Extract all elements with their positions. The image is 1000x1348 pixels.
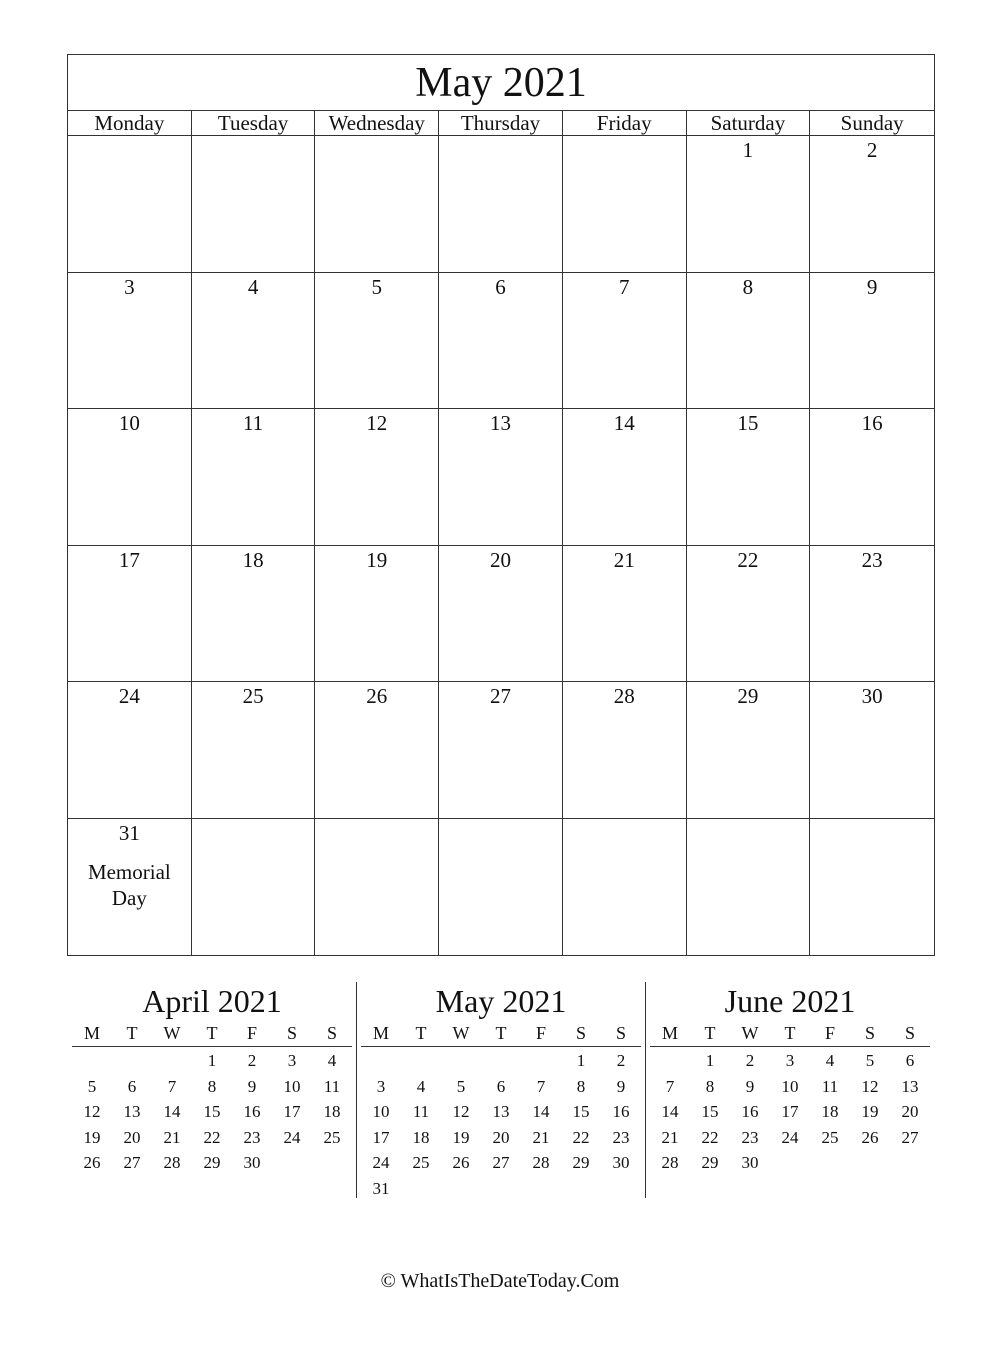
day-cell xyxy=(563,273,687,410)
mini-day-number: 10 xyxy=(781,1076,799,1096)
mini-weekday-label: T xyxy=(126,1023,138,1043)
day-number: 31 xyxy=(118,820,140,845)
mini-weekday-label: F xyxy=(246,1023,257,1043)
mini-day-number: 5 xyxy=(865,1051,875,1070)
empty-day-cell xyxy=(315,136,439,273)
mini-day-number: 17 xyxy=(372,1127,390,1147)
day-cell xyxy=(439,682,563,819)
mini-day-number: 7 xyxy=(167,1076,177,1096)
mini-calendar-may xyxy=(361,980,641,1198)
mini-day-number: 6 xyxy=(127,1076,137,1096)
day-number: 16 xyxy=(861,411,883,435)
mini-day-number: 10 xyxy=(283,1076,301,1096)
weekday-header-row xyxy=(68,111,934,136)
mini-day-number: 1 xyxy=(207,1051,217,1070)
day-number: 13 xyxy=(489,411,511,435)
mini-empty-day xyxy=(601,1176,641,1202)
mini-day-grid xyxy=(361,1048,641,1201)
weekday-label: Thursday xyxy=(439,111,563,136)
weekday-label: Wednesday xyxy=(315,111,439,136)
day-cell xyxy=(315,273,439,410)
mini-day-number: 27 xyxy=(492,1153,510,1172)
mini-weekday-label: M xyxy=(661,1023,678,1043)
mini-day-number: 23 xyxy=(243,1127,261,1147)
day-cell xyxy=(68,682,192,819)
empty-day-cell xyxy=(439,136,563,273)
mini-day-number: 18 xyxy=(412,1127,430,1147)
mini-weekday-label: T xyxy=(495,1023,507,1043)
mini-day-number: 13 xyxy=(492,1102,510,1121)
day-cell xyxy=(439,409,563,546)
mini-weekday-label: S xyxy=(326,1023,337,1043)
day-cell xyxy=(810,546,934,683)
mini-day-grid xyxy=(72,1048,352,1176)
mini-day-number: 30 xyxy=(612,1153,630,1172)
mini-day-number: 2 xyxy=(745,1051,755,1070)
day-number: 11 xyxy=(242,411,264,435)
mini-day-number: 26 xyxy=(861,1127,879,1147)
mini-empty-day xyxy=(441,1176,481,1202)
mini-empty-day xyxy=(650,1048,690,1074)
day-cell xyxy=(563,682,687,819)
mini-day-number: 10 xyxy=(372,1102,390,1121)
mini-day-number: 8 xyxy=(207,1076,217,1096)
copyright-footer: © WhatIsTheDateToday.Com xyxy=(380,1270,620,1292)
mini-day-number: 11 xyxy=(323,1076,341,1096)
day-number: 28 xyxy=(613,684,635,708)
mini-day-number: 25 xyxy=(821,1127,839,1147)
mini-day-number: 15 xyxy=(701,1102,719,1121)
mini-empty-day xyxy=(770,1150,810,1176)
mini-empty-day xyxy=(521,1048,561,1074)
mini-empty-day xyxy=(481,1048,521,1074)
mini-day-number: 29 xyxy=(572,1153,590,1172)
mini-day-number: 4 xyxy=(416,1076,426,1096)
day-cell xyxy=(687,273,811,410)
mini-empty-day xyxy=(401,1176,441,1202)
day-number: 1 xyxy=(742,138,754,162)
mini-day-number: 9 xyxy=(247,1076,257,1096)
main-calendar xyxy=(67,54,935,956)
mini-weekday-label: F xyxy=(535,1023,546,1043)
day-cell xyxy=(315,409,439,546)
mini-calendar-april xyxy=(72,980,352,1198)
mini-day-number: 1 xyxy=(705,1051,715,1070)
mini-weekday-label: M xyxy=(372,1023,389,1043)
day-number: 29 xyxy=(737,684,759,708)
mini-day-number: 4 xyxy=(825,1051,835,1070)
mini-day-number: 18 xyxy=(323,1102,341,1121)
mini-day-number: 20 xyxy=(123,1127,141,1147)
mini-day-number: 13 xyxy=(123,1102,141,1121)
mini-day-number: 28 xyxy=(163,1153,181,1172)
mini-day-number: 1 xyxy=(576,1051,586,1070)
mini-calendar-title: June 2021 xyxy=(724,983,856,1019)
mini-weekday-label: S xyxy=(575,1023,586,1043)
mini-day-number: 9 xyxy=(616,1076,626,1096)
empty-day-cell xyxy=(315,819,439,956)
mini-day-number: 31 xyxy=(372,1178,390,1198)
mini-day-number: 19 xyxy=(861,1102,879,1121)
mini-day-number: 2 xyxy=(616,1051,626,1070)
mini-day-number: 21 xyxy=(163,1127,181,1147)
day-cell xyxy=(315,682,439,819)
mini-day-number: 23 xyxy=(612,1127,630,1147)
day-cell xyxy=(810,136,934,273)
mini-weekday-label: W xyxy=(163,1023,181,1043)
mini-day-number: 3 xyxy=(376,1076,386,1096)
day-number: 5 xyxy=(371,274,383,299)
mini-day-number: 16 xyxy=(243,1102,261,1121)
day-cell xyxy=(315,546,439,683)
day-number: 24 xyxy=(118,684,140,708)
mini-day-number: 9 xyxy=(745,1076,755,1096)
weekday-label: Friday xyxy=(563,111,687,136)
day-number: 18 xyxy=(242,547,264,572)
mini-day-number: 24 xyxy=(283,1127,301,1147)
day-cell xyxy=(68,409,192,546)
mini-day-number: 25 xyxy=(323,1127,341,1147)
day-number: 30 xyxy=(861,684,883,708)
day-number: 12 xyxy=(366,411,388,435)
day-number: 25 xyxy=(242,684,264,708)
mini-day-number: 24 xyxy=(372,1153,390,1172)
mini-calendar-june xyxy=(650,980,930,1198)
mini-weekday-label: T xyxy=(206,1023,218,1043)
mini-weekday-label: T xyxy=(704,1023,716,1043)
mini-day-number: 24 xyxy=(781,1127,799,1147)
day-cell xyxy=(687,682,811,819)
day-cell xyxy=(687,546,811,683)
empty-day-cell xyxy=(68,136,192,273)
day-cell xyxy=(563,409,687,546)
weekday-label: Saturday xyxy=(687,111,811,136)
mini-day-number: 12 xyxy=(861,1076,879,1096)
mini-empty-day xyxy=(481,1176,521,1202)
mini-day-number: 12 xyxy=(83,1102,101,1121)
day-number: 23 xyxy=(861,547,883,572)
weekday-label: Tuesday xyxy=(192,111,316,136)
mini-weekday-label: T xyxy=(784,1023,796,1043)
mini-day-number: 29 xyxy=(701,1153,719,1172)
mini-empty-day xyxy=(810,1150,850,1176)
mini-day-number: 7 xyxy=(665,1076,675,1096)
mini-day-number: 23 xyxy=(741,1127,759,1147)
main-calendar-title: May 2021 xyxy=(68,55,934,111)
mini-weekday-label: S xyxy=(904,1023,915,1043)
day-cell xyxy=(687,136,811,273)
mini-day-number: 7 xyxy=(536,1076,546,1096)
day-number: 15 xyxy=(737,411,759,435)
mini-weekday-label: W xyxy=(741,1023,759,1043)
mini-weekday-row xyxy=(72,1022,352,1047)
mini-day-number: 22 xyxy=(203,1127,221,1147)
mini-empty-day xyxy=(441,1048,481,1074)
mini-day-number: 5 xyxy=(87,1076,97,1096)
mini-weekday-label: W xyxy=(452,1023,470,1043)
day-cell xyxy=(810,682,934,819)
mini-day-number: 28 xyxy=(532,1153,550,1172)
mini-calendar-title: April 2021 xyxy=(142,983,282,1019)
mini-empty-day xyxy=(312,1150,352,1176)
mini-weekday-label: T xyxy=(415,1023,427,1043)
mini-day-number: 21 xyxy=(661,1127,679,1147)
day-number: 14 xyxy=(613,411,635,435)
mini-day-number: 27 xyxy=(123,1153,141,1172)
month-grid xyxy=(68,136,934,955)
day-cell xyxy=(810,273,934,410)
day-number: 2 xyxy=(866,138,878,162)
mini-day-number: 11 xyxy=(412,1102,430,1121)
mini-empty-day xyxy=(401,1048,441,1074)
mini-weekday-label: S xyxy=(286,1023,297,1043)
mini-day-number: 22 xyxy=(701,1127,719,1147)
mini-day-number: 2 xyxy=(247,1051,257,1070)
mini-day-number: 14 xyxy=(532,1102,550,1121)
day-cell xyxy=(192,273,316,410)
weekday-label: Monday xyxy=(68,111,192,136)
day-number: 3 xyxy=(124,274,135,299)
mini-weekday-label: M xyxy=(83,1023,100,1043)
mini-calendar-divider xyxy=(645,982,646,1198)
mini-day-number: 15 xyxy=(203,1102,221,1121)
mini-day-number: 8 xyxy=(705,1076,715,1096)
mini-empty-day xyxy=(850,1150,890,1176)
mini-empty-day xyxy=(152,1048,192,1074)
mini-calendar-title: May 2021 xyxy=(435,983,567,1019)
mini-weekday-label: S xyxy=(615,1023,626,1043)
day-number: 22 xyxy=(737,547,759,572)
mini-empty-day xyxy=(561,1176,601,1202)
mini-day-number: 19 xyxy=(452,1127,470,1147)
day-cell xyxy=(687,409,811,546)
mini-empty-day xyxy=(361,1048,401,1074)
mini-day-number: 16 xyxy=(741,1102,759,1121)
mini-day-number: 5 xyxy=(456,1076,466,1096)
mini-day-number: 4 xyxy=(327,1051,337,1070)
day-number: 8 xyxy=(742,274,754,299)
mini-day-number: 26 xyxy=(83,1153,101,1172)
empty-day-cell xyxy=(810,819,934,956)
day-number: 9 xyxy=(866,274,878,299)
mini-day-number: 20 xyxy=(901,1102,919,1121)
day-number: 6 xyxy=(495,274,506,299)
day-number: 19 xyxy=(366,547,388,572)
day-cell xyxy=(439,546,563,683)
mini-day-number: 28 xyxy=(661,1153,679,1172)
day-number: 21 xyxy=(613,547,635,572)
mini-day-number: 26 xyxy=(452,1153,470,1172)
day-cell xyxy=(68,546,192,683)
day-number: 20 xyxy=(489,547,511,572)
mini-day-number: 14 xyxy=(163,1102,181,1121)
empty-day-cell xyxy=(192,819,316,956)
mini-day-number: 17 xyxy=(781,1102,799,1121)
mini-day-number: 20 xyxy=(492,1127,510,1147)
day-cell xyxy=(192,409,316,546)
mini-day-number: 27 xyxy=(901,1127,919,1147)
empty-day-cell xyxy=(687,819,811,956)
mini-day-number: 30 xyxy=(243,1153,261,1172)
mini-day-grid xyxy=(650,1048,930,1176)
weekday-label: Sunday xyxy=(840,111,904,135)
mini-empty-day xyxy=(72,1048,112,1074)
day-cell xyxy=(810,409,934,546)
mini-day-number: 19 xyxy=(83,1127,101,1147)
day-number: 27 xyxy=(489,684,511,708)
day-number: 17 xyxy=(118,547,140,572)
mini-empty-day xyxy=(521,1176,561,1202)
mini-empty-day xyxy=(890,1150,930,1176)
mini-day-number: 3 xyxy=(287,1051,297,1070)
mini-weekday-row xyxy=(361,1022,641,1047)
mini-day-number: 12 xyxy=(452,1102,470,1121)
mini-day-number: 14 xyxy=(661,1102,679,1121)
mini-day-number: 30 xyxy=(741,1153,759,1172)
mini-day-number: 6 xyxy=(496,1076,506,1096)
day-number: 10 xyxy=(118,411,140,435)
day-cell xyxy=(68,819,192,956)
mini-day-number: 22 xyxy=(572,1127,590,1147)
mini-empty-day xyxy=(112,1048,152,1074)
mini-day-number: 29 xyxy=(203,1153,221,1172)
mini-weekday-label: F xyxy=(824,1023,835,1043)
day-number: 4 xyxy=(247,274,259,299)
mini-day-number: 8 xyxy=(576,1076,586,1096)
holiday-label: Memorial Day xyxy=(87,859,171,910)
mini-day-number: 6 xyxy=(905,1051,915,1070)
mini-day-number: 3 xyxy=(785,1051,795,1070)
mini-day-number: 21 xyxy=(532,1127,550,1147)
day-cell xyxy=(563,546,687,683)
day-number: 7 xyxy=(618,274,630,299)
empty-day-cell xyxy=(563,819,687,956)
mini-day-number: 17 xyxy=(283,1102,301,1121)
mini-day-number: 18 xyxy=(821,1102,839,1121)
empty-day-cell xyxy=(439,819,563,956)
mini-calendar-divider xyxy=(356,982,357,1198)
mini-empty-day xyxy=(272,1150,312,1176)
empty-day-cell xyxy=(192,136,316,273)
mini-day-number: 11 xyxy=(821,1076,839,1096)
mini-weekday-row xyxy=(650,1022,930,1047)
mini-day-number: 25 xyxy=(412,1153,430,1172)
mini-day-number: 13 xyxy=(901,1076,919,1096)
mini-day-number: 15 xyxy=(572,1102,590,1121)
day-cell xyxy=(439,273,563,410)
mini-day-number: 16 xyxy=(612,1102,630,1121)
day-number: 26 xyxy=(366,684,388,708)
empty-day-cell xyxy=(563,136,687,273)
day-cell xyxy=(68,273,192,410)
day-cell xyxy=(192,682,316,819)
day-cell xyxy=(192,546,316,683)
mini-weekday-label: S xyxy=(864,1023,875,1043)
